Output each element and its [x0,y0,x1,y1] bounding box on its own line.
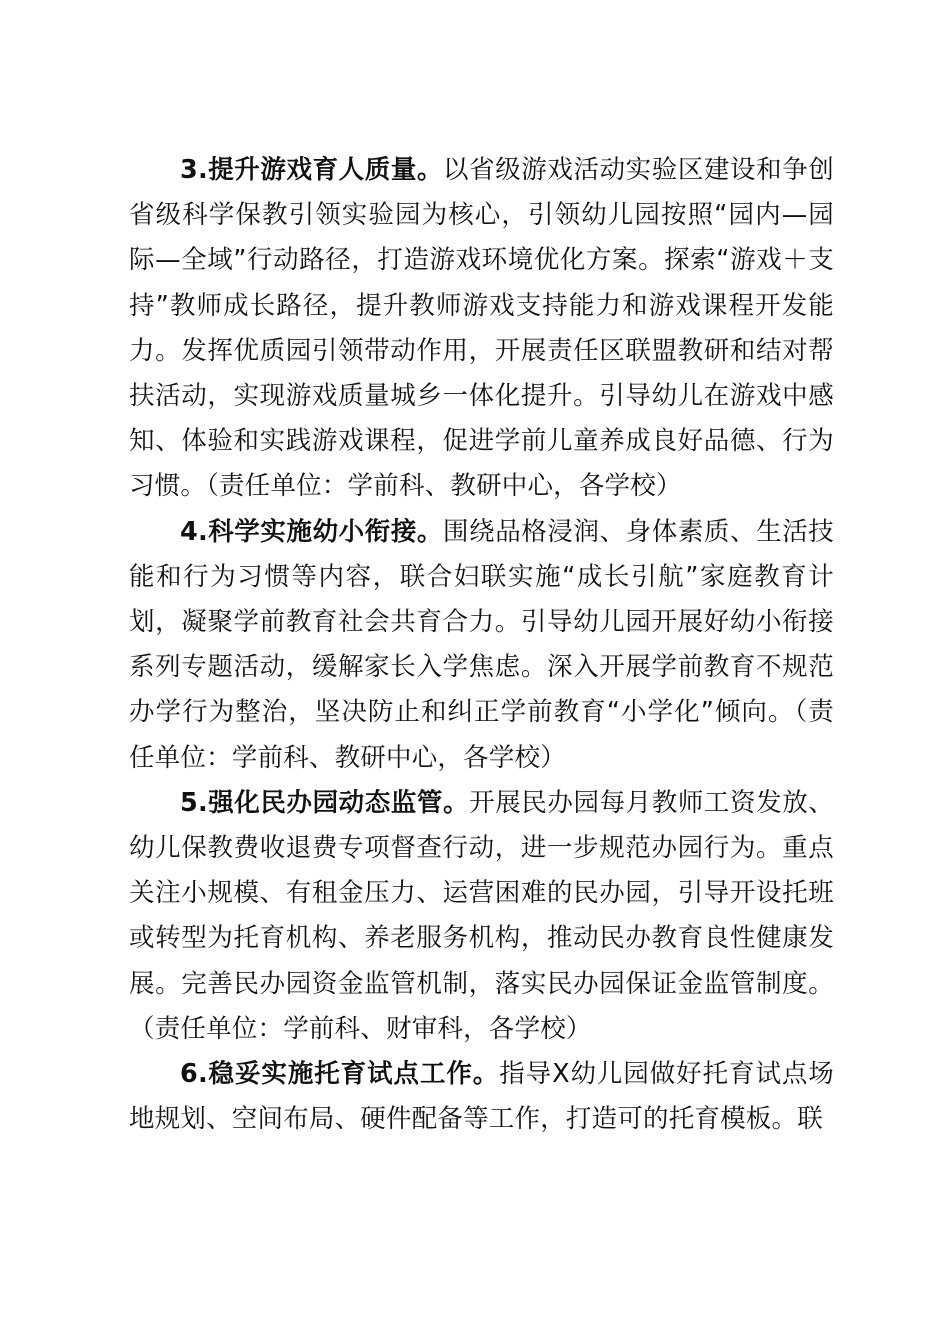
paragraph-text: 围绕品格浸润、身体素质、生活技能和行为习惯等内容，联合妇联实施“成长引航”家庭教育计划，凝聚学前教育社会共育合力。引导幼儿园开展好幼小衔接系列专题活动，缓解家长入学焦虑。深入开展学前教育不规范办学行为整治，坚决防止和纠正学前教育“小学化”倾向。（责任单位：学前科、教研中心，各学校） [129,516,834,773]
paragraph-4 [129,510,834,781]
paragraph-6 [129,1052,834,1142]
paragraph-heading: 4.科学实施幼小衔接。 [180,516,444,547]
document-body [129,148,834,1142]
paragraph-heading: 5.强化民办园动态监管。 [180,787,470,818]
paragraph-text: 开展民办园每月教师工资发放、幼儿保教费收退费专项督查行动，进一步规范办园行为。重点关注小规模、有租金压力、运营困难的民办园，引导开设托班或转型为托育机构、养老服务机构，推动民办教育良性健康发展。完善民办园资金监管机制，落实民办园保证金监管制度。（责任单位：学前科、财审科，各学校） [129,787,834,1044]
paragraph-5 [129,781,834,1052]
paragraph-text: 指导X幼儿园做好托育试点场地规划、空间布局、硬件配备等工作，打造可的托育模板。联 [129,1059,834,1135]
paragraph-heading: 6.稳妥实施托育试点工作。 [180,1059,500,1090]
paragraph-heading: 3.提升游戏育人质量。 [180,155,444,185]
paragraph-text: 以省级游戏活动实验区建设和争创省级科学保教引领实验园为核心，引领幼儿园按照“园内—园际—全域”行动路径，打造游戏环境优化方案。探索“游戏＋支持”教师成长路径，提升教师游戏支持能力和游戏课程开发能力。发挥优质园引领带动作用，开展责任区联盟教研和结对帮扶活动，实现游戏质量城乡一体化提升。引导幼儿在游戏中感知、体验和实践游戏课程，促进学前儿童养成良好品德、行为习惯。（责任单位：学前科、教研中心，各学校） [129,155,834,502]
paragraph-3 [129,148,834,510]
